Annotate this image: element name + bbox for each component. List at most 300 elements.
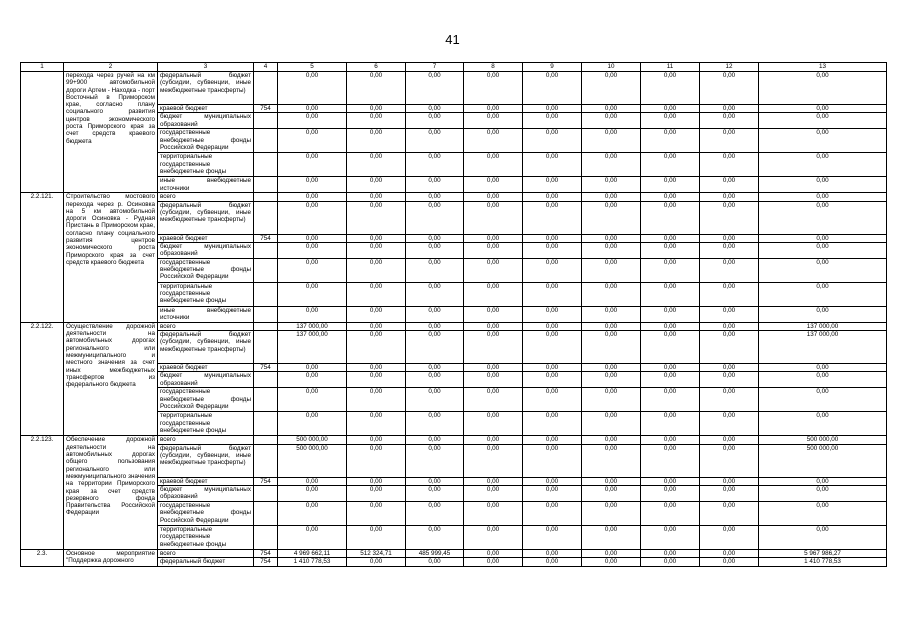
item-code: 2.2.121. <box>21 193 64 323</box>
amount-cell: 0,00 <box>700 105 759 113</box>
amount-cell: 0,00 <box>464 526 523 550</box>
amount-cell: 0,00 <box>700 258 759 282</box>
amount-cell: 0,00 <box>700 322 759 330</box>
amount-cell: 0,00 <box>406 306 464 322</box>
amount-cell: 1 410 778,53 <box>278 558 347 566</box>
amount-cell: 0,00 <box>641 129 700 153</box>
amount-cell: 0,00 <box>759 113 887 129</box>
amount-cell: 0,00 <box>464 364 523 372</box>
amount-cell: 0,00 <box>700 282 759 306</box>
amount-cell: 0,00 <box>464 372 523 388</box>
amount-cell: 0,00 <box>582 306 641 322</box>
amount-cell: 0,00 <box>523 502 582 526</box>
amount-cell: 0,00 <box>582 113 641 129</box>
amount-cell: 0,00 <box>523 234 582 242</box>
amount-cell: 0,00 <box>700 177 759 193</box>
funding-source: территориальные государственные внебюджетные фонды <box>158 153 254 177</box>
amount-cell: 0,00 <box>347 502 406 526</box>
amount-cell: 0,00 <box>406 242 464 258</box>
amount-cell: 0,00 <box>582 201 641 234</box>
amount-cell: 0,00 <box>641 282 700 306</box>
grbs-code <box>254 331 278 364</box>
item-code <box>21 72 64 193</box>
amount-cell: 0,00 <box>278 72 347 105</box>
amount-cell: 0,00 <box>641 477 700 485</box>
amount-cell: 0,00 <box>641 412 700 436</box>
item-description: Строительство мостового перехода через р. Осиновка на 5 км автомобильной дороги Осиновка - Рудная Пристань в Приморском крае, согласно плану социального развития центров экономического роста Приморского края за счет средств краевого бюджета <box>64 193 158 323</box>
amount-cell: 0,00 <box>759 502 887 526</box>
amount-cell: 0,00 <box>278 526 347 550</box>
amount-cell: 0,00 <box>641 526 700 550</box>
funding-source: территориальные государственные внебюджетные фонды <box>158 412 254 436</box>
amount-cell: 0,00 <box>641 502 700 526</box>
funding-source: территориальные государственные внебюджетные фонды <box>158 526 254 550</box>
amount-cell: 0,00 <box>406 477 464 485</box>
amount-cell: 0,00 <box>759 177 887 193</box>
amount-cell: 0,00 <box>347 322 406 330</box>
column-number-header: 3 <box>158 63 254 72</box>
amount-cell: 0,00 <box>641 113 700 129</box>
amount-cell: 0,00 <box>641 550 700 558</box>
amount-cell: 0,00 <box>700 113 759 129</box>
grbs-code: 754 <box>254 477 278 485</box>
amount-cell: 0,00 <box>641 105 700 113</box>
amount-cell: 0,00 <box>582 486 641 502</box>
amount-cell: 0,00 <box>278 242 347 258</box>
amount-cell: 0,00 <box>523 477 582 485</box>
amount-cell: 0,00 <box>759 526 887 550</box>
amount-cell: 0,00 <box>278 372 347 388</box>
column-number-header: 8 <box>464 63 523 72</box>
amount-cell: 0,00 <box>464 486 523 502</box>
column-number-header: 1 <box>21 63 64 72</box>
amount-cell: 0,00 <box>278 306 347 322</box>
column-number-header: 7 <box>406 63 464 72</box>
amount-cell: 0,00 <box>278 234 347 242</box>
amount-cell: 500 000,00 <box>759 444 887 477</box>
amount-cell: 0,00 <box>278 502 347 526</box>
amount-cell: 0,00 <box>523 105 582 113</box>
amount-cell: 0,00 <box>523 486 582 502</box>
amount-cell: 0,00 <box>582 388 641 412</box>
funding-source: федеральный бюджет <box>158 558 254 566</box>
amount-cell: 0,00 <box>278 258 347 282</box>
amount-cell: 0,00 <box>582 526 641 550</box>
amount-cell: 0,00 <box>523 364 582 372</box>
funding-source: краевой бюджет <box>158 105 254 113</box>
amount-cell: 0,00 <box>464 153 523 177</box>
amount-cell: 0,00 <box>582 412 641 436</box>
amount-cell: 0,00 <box>523 306 582 322</box>
amount-cell: 0,00 <box>523 153 582 177</box>
amount-cell: 0,00 <box>700 242 759 258</box>
budget-table <box>20 62 887 567</box>
amount-cell: 0,00 <box>278 412 347 436</box>
funding-source: федеральный бюджет (субсидии, субвенции, иные межбюджетные трансферты) <box>158 331 254 364</box>
amount-cell: 0,00 <box>464 129 523 153</box>
amount-cell: 0,00 <box>641 364 700 372</box>
amount-cell: 0,00 <box>582 105 641 113</box>
amount-cell: 0,00 <box>278 282 347 306</box>
amount-cell: 0,00 <box>406 72 464 105</box>
amount-cell: 0,00 <box>278 364 347 372</box>
amount-cell: 0,00 <box>641 234 700 242</box>
amount-cell: 0,00 <box>347 436 406 444</box>
amount-cell: 0,00 <box>347 72 406 105</box>
amount-cell: 0,00 <box>406 502 464 526</box>
amount-cell: 500 000,00 <box>278 436 347 444</box>
amount-cell: 0,00 <box>582 444 641 477</box>
amount-cell: 0,00 <box>464 105 523 113</box>
amount-cell: 0,00 <box>582 234 641 242</box>
amount-cell: 0,00 <box>759 242 887 258</box>
table-body <box>21 72 887 567</box>
amount-cell: 0,00 <box>582 372 641 388</box>
funding-source: федеральный бюджет (субсидии, субвенции, иные межбюджетные трансферты) <box>158 444 254 477</box>
amount-cell: 0,00 <box>523 177 582 193</box>
amount-cell: 0,00 <box>406 258 464 282</box>
amount-cell: 0,00 <box>406 322 464 330</box>
amount-cell: 0,00 <box>582 331 641 364</box>
grbs-code: 754 <box>254 234 278 242</box>
amount-cell: 0,00 <box>641 177 700 193</box>
amount-cell: 0,00 <box>406 113 464 129</box>
amount-cell: 0,00 <box>347 193 406 201</box>
amount-cell: 0,00 <box>700 72 759 105</box>
amount-cell: 0,00 <box>347 388 406 412</box>
grbs-code: 754 <box>254 550 278 558</box>
amount-cell: 0,00 <box>759 372 887 388</box>
amount-cell: 137 000,00 <box>759 322 887 330</box>
amount-cell: 0,00 <box>700 331 759 364</box>
funding-source: федеральный бюджет (субсидии, субвенции, иные межбюджетные трансферты) <box>158 201 254 234</box>
item-code: 2.2.122. <box>21 322 64 436</box>
amount-cell: 0,00 <box>582 436 641 444</box>
table-row <box>21 322 887 330</box>
grbs-code <box>254 258 278 282</box>
amount-cell: 0,00 <box>347 306 406 322</box>
grbs-code <box>254 282 278 306</box>
amount-cell: 0,00 <box>406 486 464 502</box>
funding-source: всего <box>158 322 254 330</box>
amount-cell: 0,00 <box>641 486 700 502</box>
amount-cell: 0,00 <box>464 550 523 558</box>
amount-cell: 0,00 <box>347 364 406 372</box>
amount-cell: 0,00 <box>700 550 759 558</box>
amount-cell: 0,00 <box>464 477 523 485</box>
funding-source: всего <box>158 193 254 201</box>
amount-cell: 0,00 <box>582 72 641 105</box>
column-number-header: 13 <box>759 63 887 72</box>
amount-cell: 0,00 <box>464 113 523 129</box>
amount-cell: 0,00 <box>464 282 523 306</box>
amount-cell: 0,00 <box>347 526 406 550</box>
funding-source: государственные внебюджетные фонды Российской Федерации <box>158 258 254 282</box>
amount-cell: 0,00 <box>464 436 523 444</box>
amount-cell: 0,00 <box>347 177 406 193</box>
amount-cell: 0,00 <box>759 388 887 412</box>
amount-cell: 0,00 <box>759 105 887 113</box>
amount-cell: 0,00 <box>582 502 641 526</box>
amount-cell: 0,00 <box>700 234 759 242</box>
item-description: Основное мероприятие "Поддержка дорожного <box>64 550 158 567</box>
amount-cell: 0,00 <box>641 558 700 566</box>
amount-cell: 137 000,00 <box>278 322 347 330</box>
amount-cell: 0,00 <box>278 105 347 113</box>
page-number: 41 <box>445 32 460 47</box>
amount-cell: 0,00 <box>464 502 523 526</box>
amount-cell: 0,00 <box>278 153 347 177</box>
grbs-code <box>254 526 278 550</box>
amount-cell: 0,00 <box>406 201 464 234</box>
amount-cell: 0,00 <box>406 372 464 388</box>
column-number-header: 4 <box>254 63 278 72</box>
funding-source: бюджет муниципальных образований <box>158 113 254 129</box>
amount-cell: 0,00 <box>347 129 406 153</box>
amount-cell: 0,00 <box>523 558 582 566</box>
amount-cell: 0,00 <box>523 129 582 153</box>
grbs-code <box>254 201 278 234</box>
amount-cell: 0,00 <box>406 331 464 364</box>
amount-cell: 0,00 <box>464 412 523 436</box>
amount-cell: 0,00 <box>641 306 700 322</box>
amount-cell: 0,00 <box>641 331 700 364</box>
amount-cell: 0,00 <box>759 72 887 105</box>
amount-cell: 0,00 <box>406 364 464 372</box>
funding-source: бюджет муниципальных образований <box>158 372 254 388</box>
amount-cell: 0,00 <box>700 436 759 444</box>
grbs-code <box>254 436 278 444</box>
amount-cell: 0,00 <box>582 282 641 306</box>
amount-cell: 0,00 <box>700 502 759 526</box>
amount-cell: 5 967 986,27 <box>759 550 887 558</box>
column-number-header: 9 <box>523 63 582 72</box>
amount-cell: 0,00 <box>464 322 523 330</box>
funding-source: иные внебюджетные источники <box>158 177 254 193</box>
amount-cell: 0,00 <box>759 364 887 372</box>
amount-cell: 0,00 <box>347 412 406 436</box>
amount-cell: 0,00 <box>523 113 582 129</box>
column-number-row <box>21 63 887 72</box>
amount-cell: 0,00 <box>278 486 347 502</box>
amount-cell: 0,00 <box>523 372 582 388</box>
grbs-code <box>254 372 278 388</box>
grbs-code <box>254 72 278 105</box>
amount-cell: 0,00 <box>759 306 887 322</box>
funding-source: краевой бюджет <box>158 477 254 485</box>
amount-cell: 0,00 <box>700 193 759 201</box>
amount-cell: 0,00 <box>347 105 406 113</box>
amount-cell: 0,00 <box>347 558 406 566</box>
amount-cell: 0,00 <box>347 113 406 129</box>
item-description: Осуществление дорожной деятельности на автомобильных дорогах регионального или межмуниципального и местного значения за счет иных межбюджетных трансфертов из федерального бюджета <box>64 322 158 436</box>
amount-cell: 0,00 <box>641 258 700 282</box>
funding-source: государственные внебюджетные фонды Российской Федерации <box>158 502 254 526</box>
amount-cell: 0,00 <box>759 234 887 242</box>
funding-source: всего <box>158 436 254 444</box>
table-row <box>21 550 887 558</box>
column-number-header: 2 <box>64 63 158 72</box>
amount-cell: 0,00 <box>700 306 759 322</box>
amount-cell: 485 999,45 <box>406 550 464 558</box>
amount-cell: 0,00 <box>582 477 641 485</box>
amount-cell: 0,00 <box>641 201 700 234</box>
amount-cell: 0,00 <box>582 193 641 201</box>
grbs-code <box>254 113 278 129</box>
amount-cell: 0,00 <box>347 331 406 364</box>
amount-cell: 0,00 <box>523 72 582 105</box>
amount-cell: 0,00 <box>582 558 641 566</box>
amount-cell: 0,00 <box>406 129 464 153</box>
column-number-header: 5 <box>278 63 347 72</box>
amount-cell: 0,00 <box>523 412 582 436</box>
amount-cell: 0,00 <box>759 477 887 485</box>
grbs-code <box>254 322 278 330</box>
amount-cell: 0,00 <box>347 444 406 477</box>
amount-cell: 0,00 <box>641 72 700 105</box>
amount-cell: 0,00 <box>759 282 887 306</box>
grbs-code: 754 <box>254 364 278 372</box>
amount-cell: 0,00 <box>278 193 347 201</box>
amount-cell: 0,00 <box>582 129 641 153</box>
amount-cell: 0,00 <box>700 412 759 436</box>
amount-cell: 0,00 <box>464 444 523 477</box>
amount-cell: 1 410 778,53 <box>759 558 887 566</box>
amount-cell: 0,00 <box>523 550 582 558</box>
amount-cell: 0,00 <box>523 258 582 282</box>
column-number-header: 12 <box>700 63 759 72</box>
column-number-header: 10 <box>582 63 641 72</box>
amount-cell: 0,00 <box>523 388 582 412</box>
amount-cell: 0,00 <box>523 242 582 258</box>
amount-cell: 137 000,00 <box>759 331 887 364</box>
grbs-code <box>254 502 278 526</box>
funding-source: краевой бюджет <box>158 364 254 372</box>
amount-cell: 0,00 <box>582 258 641 282</box>
amount-cell: 0,00 <box>700 477 759 485</box>
funding-source: бюджет муниципальных образований <box>158 242 254 258</box>
amount-cell: 0,00 <box>641 388 700 412</box>
amount-cell: 0,00 <box>347 477 406 485</box>
amount-cell: 500 000,00 <box>759 436 887 444</box>
amount-cell: 0,00 <box>464 201 523 234</box>
amount-cell: 0,00 <box>700 558 759 566</box>
amount-cell: 0,00 <box>641 444 700 477</box>
amount-cell: 0,00 <box>406 558 464 566</box>
funding-source: иные внебюджетные источники <box>158 306 254 322</box>
grbs-code: 754 <box>254 105 278 113</box>
item-description: Обеспечение дорожной деятельности на автомобильных дорогах общего пользования регионального или межмуниципального значения на территории Приморского края за счет средств резервного фонда Правительства Российской Федерации <box>64 436 158 550</box>
amount-cell: 0,00 <box>523 193 582 201</box>
funding-source: бюджет муниципальных образований <box>158 486 254 502</box>
amount-cell: 0,00 <box>347 242 406 258</box>
amount-cell: 0,00 <box>700 372 759 388</box>
funding-source: территориальные государственные внебюджетные фонды <box>158 282 254 306</box>
amount-cell: 0,00 <box>759 486 887 502</box>
amount-cell: 512 324,71 <box>347 550 406 558</box>
amount-cell: 0,00 <box>759 201 887 234</box>
amount-cell: 0,00 <box>464 234 523 242</box>
grbs-code <box>254 129 278 153</box>
column-number-header: 6 <box>347 63 406 72</box>
amount-cell: 0,00 <box>700 486 759 502</box>
amount-cell: 0,00 <box>278 388 347 412</box>
grbs-code <box>254 388 278 412</box>
funding-source: государственные внебюджетные фонды Российской Федерации <box>158 129 254 153</box>
grbs-code <box>254 242 278 258</box>
amount-cell: 0,00 <box>464 72 523 105</box>
amount-cell: 137 000,00 <box>278 331 347 364</box>
amount-cell: 0,00 <box>641 372 700 388</box>
amount-cell: 0,00 <box>464 242 523 258</box>
amount-cell: 0,00 <box>347 153 406 177</box>
amount-cell: 0,00 <box>406 436 464 444</box>
amount-cell: 0,00 <box>278 201 347 234</box>
item-description: перехода через ручей на км 99+900 автомобильной дороги Артем - Находка - порт Восточный в Приморском крае, согласно плану социального развития центров экономического роста Приморского края за счет средств краевого бюджета <box>64 72 158 193</box>
amount-cell: 0,00 <box>523 526 582 550</box>
grbs-code <box>254 486 278 502</box>
amount-cell: 0,00 <box>278 113 347 129</box>
amount-cell: 0,00 <box>406 177 464 193</box>
amount-cell: 0,00 <box>759 193 887 201</box>
amount-cell: 0,00 <box>464 177 523 193</box>
amount-cell: 0,00 <box>406 388 464 412</box>
amount-cell: 0,00 <box>759 153 887 177</box>
item-code: 2.3. <box>21 550 64 567</box>
amount-cell: 0,00 <box>582 364 641 372</box>
amount-cell: 0,00 <box>406 526 464 550</box>
amount-cell: 0,00 <box>464 331 523 364</box>
amount-cell: 0,00 <box>406 193 464 201</box>
amount-cell: 0,00 <box>347 258 406 282</box>
amount-cell: 0,00 <box>582 177 641 193</box>
amount-cell: 0,00 <box>464 388 523 412</box>
amount-cell: 0,00 <box>406 153 464 177</box>
table-row <box>21 436 887 444</box>
amount-cell: 0,00 <box>406 282 464 306</box>
amount-cell: 0,00 <box>347 486 406 502</box>
grbs-code <box>254 153 278 177</box>
amount-cell: 0,00 <box>278 477 347 485</box>
amount-cell: 500 000,00 <box>278 444 347 477</box>
grbs-code <box>254 193 278 201</box>
amount-cell: 0,00 <box>523 282 582 306</box>
amount-cell: 0,00 <box>582 322 641 330</box>
amount-cell: 0,00 <box>700 201 759 234</box>
amount-cell: 0,00 <box>523 331 582 364</box>
amount-cell: 0,00 <box>641 153 700 177</box>
amount-cell: 0,00 <box>347 372 406 388</box>
amount-cell: 0,00 <box>700 364 759 372</box>
amount-cell: 0,00 <box>582 153 641 177</box>
amount-cell: 0,00 <box>406 412 464 436</box>
funding-source: государственные внебюджетные фонды Российской Федерации <box>158 388 254 412</box>
grbs-code <box>254 177 278 193</box>
amount-cell: 0,00 <box>700 526 759 550</box>
amount-cell: 0,00 <box>700 129 759 153</box>
amount-cell: 0,00 <box>700 444 759 477</box>
amount-cell: 0,00 <box>759 129 887 153</box>
amount-cell: 0,00 <box>278 177 347 193</box>
amount-cell: 0,00 <box>582 550 641 558</box>
amount-cell: 0,00 <box>759 412 887 436</box>
amount-cell: 0,00 <box>523 436 582 444</box>
amount-cell: 0,00 <box>406 105 464 113</box>
amount-cell: 0,00 <box>347 201 406 234</box>
column-number-header: 11 <box>641 63 700 72</box>
amount-cell: 0,00 <box>464 258 523 282</box>
amount-cell: 4 969 662,11 <box>278 550 347 558</box>
